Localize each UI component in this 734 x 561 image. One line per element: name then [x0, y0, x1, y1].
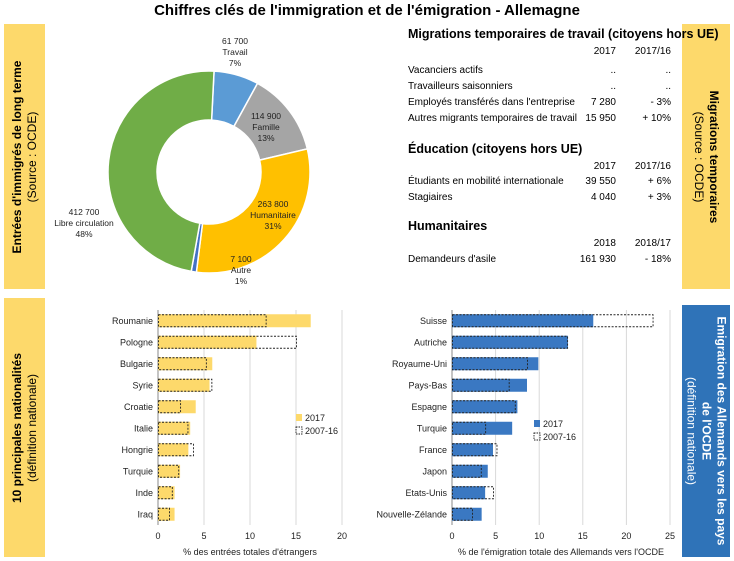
sidebar-long-term-source: (Source : OCDE) — [24, 111, 39, 202]
pie-label-pct: 31% — [264, 221, 282, 231]
sidebar-long-term-title: Entrées d'immigrés de long terme — [9, 60, 24, 253]
bar-2017 — [158, 379, 210, 392]
x-axis-label: % de l'émigration totale des Allemands vers l'OCDE — [457, 547, 665, 557]
temporary-row-label: Travailleurs saisonniers — [408, 81, 513, 92]
sidebar-long-term-label — [10, 60, 40, 253]
bar-2017 — [452, 336, 568, 349]
temporary-heading: Migrations temporaires de travail (citoyens hors UE) — [408, 27, 719, 41]
humanitarian-row-v2: - 18% — [644, 254, 671, 265]
pie-label-value: 412 700 — [68, 207, 100, 217]
legend-swatch-2007-16 — [296, 427, 302, 434]
humanitarian-row-label: Demandeurs d'asile — [408, 254, 497, 265]
sidebar-emigration-note: (définition nationale) — [684, 376, 699, 486]
pie-label-pct: 48% — [75, 229, 93, 239]
category-label: France — [418, 444, 447, 455]
category-label: Roumanie — [111, 315, 153, 326]
pie-label-name: Humanitaire — [250, 210, 296, 220]
bar-2017 — [452, 486, 485, 499]
education-row-label: Stagiaires — [408, 192, 453, 203]
bar-2017 — [452, 379, 527, 392]
pie-label — [230, 254, 252, 286]
education-col1: 2017 — [593, 161, 616, 172]
legend-label-2017: 2017 — [305, 413, 326, 423]
bar-2017 — [452, 508, 482, 521]
bar-2017 — [452, 357, 538, 370]
bar-2017 — [158, 508, 175, 521]
bar-2017 — [452, 422, 512, 435]
temporary-row-v2: - 3% — [650, 97, 671, 108]
humanitarian-heading: Humanitaires — [408, 219, 488, 233]
education-row-v1: 4 040 — [590, 192, 616, 203]
humanitarian-col2: 2018/17 — [634, 238, 671, 249]
x-tick-label: 25 — [664, 531, 676, 541]
bar-2017 — [158, 443, 188, 456]
bar-2017 — [452, 314, 593, 327]
category-label: Hongrie — [121, 444, 153, 455]
temporary-row-label: Employés transférés dans l'entreprise — [408, 97, 575, 108]
sidebar-emigration-label — [684, 316, 729, 546]
category-label: Turquie — [122, 466, 153, 477]
category-label: Autriche — [413, 337, 447, 348]
humanitarian-row-v1: 161 930 — [579, 254, 616, 265]
bar-2017 — [158, 465, 180, 478]
category-label: Pays-Bas — [408, 380, 447, 391]
pie-label-value: 61 700 — [222, 36, 248, 46]
category-label: Turquie — [416, 423, 447, 434]
temporary-row-v1: 7 280 — [590, 97, 616, 108]
x-tick-label: 20 — [621, 531, 632, 541]
sidebar-temporary-source: (Source : OCDE) — [692, 111, 706, 202]
pie-label-name: Autre — [230, 265, 252, 275]
education-heading: Éducation (citoyens hors UE) — [408, 142, 583, 156]
bar-2017 — [158, 314, 311, 327]
category-label: Japon — [422, 466, 447, 477]
x-tick-label: 0 — [449, 531, 455, 541]
legend-label-2007-16: 2007-16 — [305, 426, 339, 436]
pie-label-pct: 1% — [234, 276, 248, 286]
category-label: Syrie — [132, 380, 153, 391]
temporary-row-v1: 15 950 — [585, 113, 616, 124]
x-tick-label: 5 — [201, 531, 207, 541]
education-row-v1: 39 550 — [585, 176, 616, 187]
category-label: Iraq — [137, 509, 153, 520]
category-label: Royaume-Uni — [391, 358, 447, 369]
sidebar-emigration-title: Emigration des Allemands vers les pays de l'OCDE — [699, 316, 729, 546]
temporary-row-v1: .. — [610, 81, 616, 92]
bar-2017 — [452, 443, 493, 456]
x-tick-label: 20 — [336, 531, 348, 541]
bar-2017 — [158, 336, 256, 349]
emigration-bar-chart — [362, 300, 680, 561]
temporary-col1: 2017 — [593, 46, 616, 57]
bar-2017 — [158, 357, 212, 370]
x-axis-label: % des entrées totales d'étrangers — [183, 547, 317, 557]
legend-label-2007-16: 2007-16 — [543, 432, 577, 442]
x-tick-label: 10 — [534, 531, 545, 541]
page-title: Chiffres clés de l'immigration et de l'émigration - Allemagne — [154, 2, 580, 19]
category-label: Nouvelle-Zélande — [376, 509, 447, 520]
category-label: Italie — [133, 423, 153, 434]
temporary-row-v2: + 10% — [642, 113, 671, 124]
pie-label-name: Famille — [252, 122, 280, 132]
humanitarian-col1: 2018 — [593, 238, 616, 249]
temporary-col2: 2017/16 — [634, 46, 671, 57]
legend-swatch-2017 — [534, 420, 540, 427]
category-label: Suisse — [419, 315, 447, 326]
sidebar-temporary-title: Migrations temporaires — [707, 90, 721, 223]
bar-2017 — [452, 465, 488, 478]
pie-label-pct: 7% — [228, 58, 242, 68]
bar-2017 — [452, 400, 517, 413]
category-label: Pologne — [119, 337, 153, 348]
sidebar-nationalities-label — [10, 352, 40, 502]
education-row-label: Étudiants en mobilité internationale — [408, 176, 564, 187]
sidebar-temporary — [682, 24, 730, 289]
education-row-v2: + 6% — [647, 176, 671, 187]
sidebar-nationalities-note: (définition nationale) — [24, 373, 39, 482]
x-tick-label: 10 — [244, 531, 256, 541]
bar-2017 — [158, 422, 190, 435]
temporary-row-label: Autres migrants temporaires de travail — [408, 113, 577, 124]
pie-label — [222, 36, 248, 68]
temporary-row-v2: .. — [665, 65, 671, 76]
sidebar-long-term — [4, 24, 45, 289]
donut-chart — [50, 24, 400, 294]
sidebar-temporary-label — [691, 90, 721, 223]
legend-swatch-2017 — [296, 414, 302, 421]
category-label: Bulgarie — [119, 358, 153, 369]
category-label: Inde — [135, 487, 153, 498]
temporary-row-v1: .. — [610, 65, 616, 76]
x-tick-label: 15 — [290, 531, 302, 541]
category-label: Croatie — [123, 401, 153, 412]
pie-label-value: 263 800 — [257, 199, 289, 209]
sidebar-emigration — [682, 305, 730, 557]
pie-label-value: 7 100 — [230, 254, 252, 264]
pie-label — [54, 207, 114, 239]
pie-label-pct: 13% — [257, 133, 275, 143]
education-row-v2: + 3% — [647, 192, 671, 203]
category-label: Espagne — [411, 401, 447, 412]
education-col2: 2017/16 — [634, 161, 671, 172]
x-tick-label: 5 — [493, 531, 499, 541]
sidebar-nationalities-title: 10 principales nationalités — [9, 352, 24, 503]
legend-label-2017: 2017 — [543, 419, 564, 429]
pie-label-name: Travail — [222, 47, 248, 57]
x-tick-label: 15 — [577, 531, 588, 541]
temporary-row-v2: .. — [665, 81, 671, 92]
nationalities-bar-chart — [48, 300, 358, 561]
sidebar-nationalities — [4, 298, 45, 557]
pie-label-name: Libre circulation — [54, 218, 114, 228]
bar-2017 — [158, 400, 196, 413]
x-tick-label: 0 — [155, 531, 161, 541]
pie-label-value: 114 900 — [250, 111, 282, 121]
category-label: Etats-Unis — [405, 487, 447, 498]
temporary-row-label: Vacanciers actifs — [408, 65, 483, 76]
